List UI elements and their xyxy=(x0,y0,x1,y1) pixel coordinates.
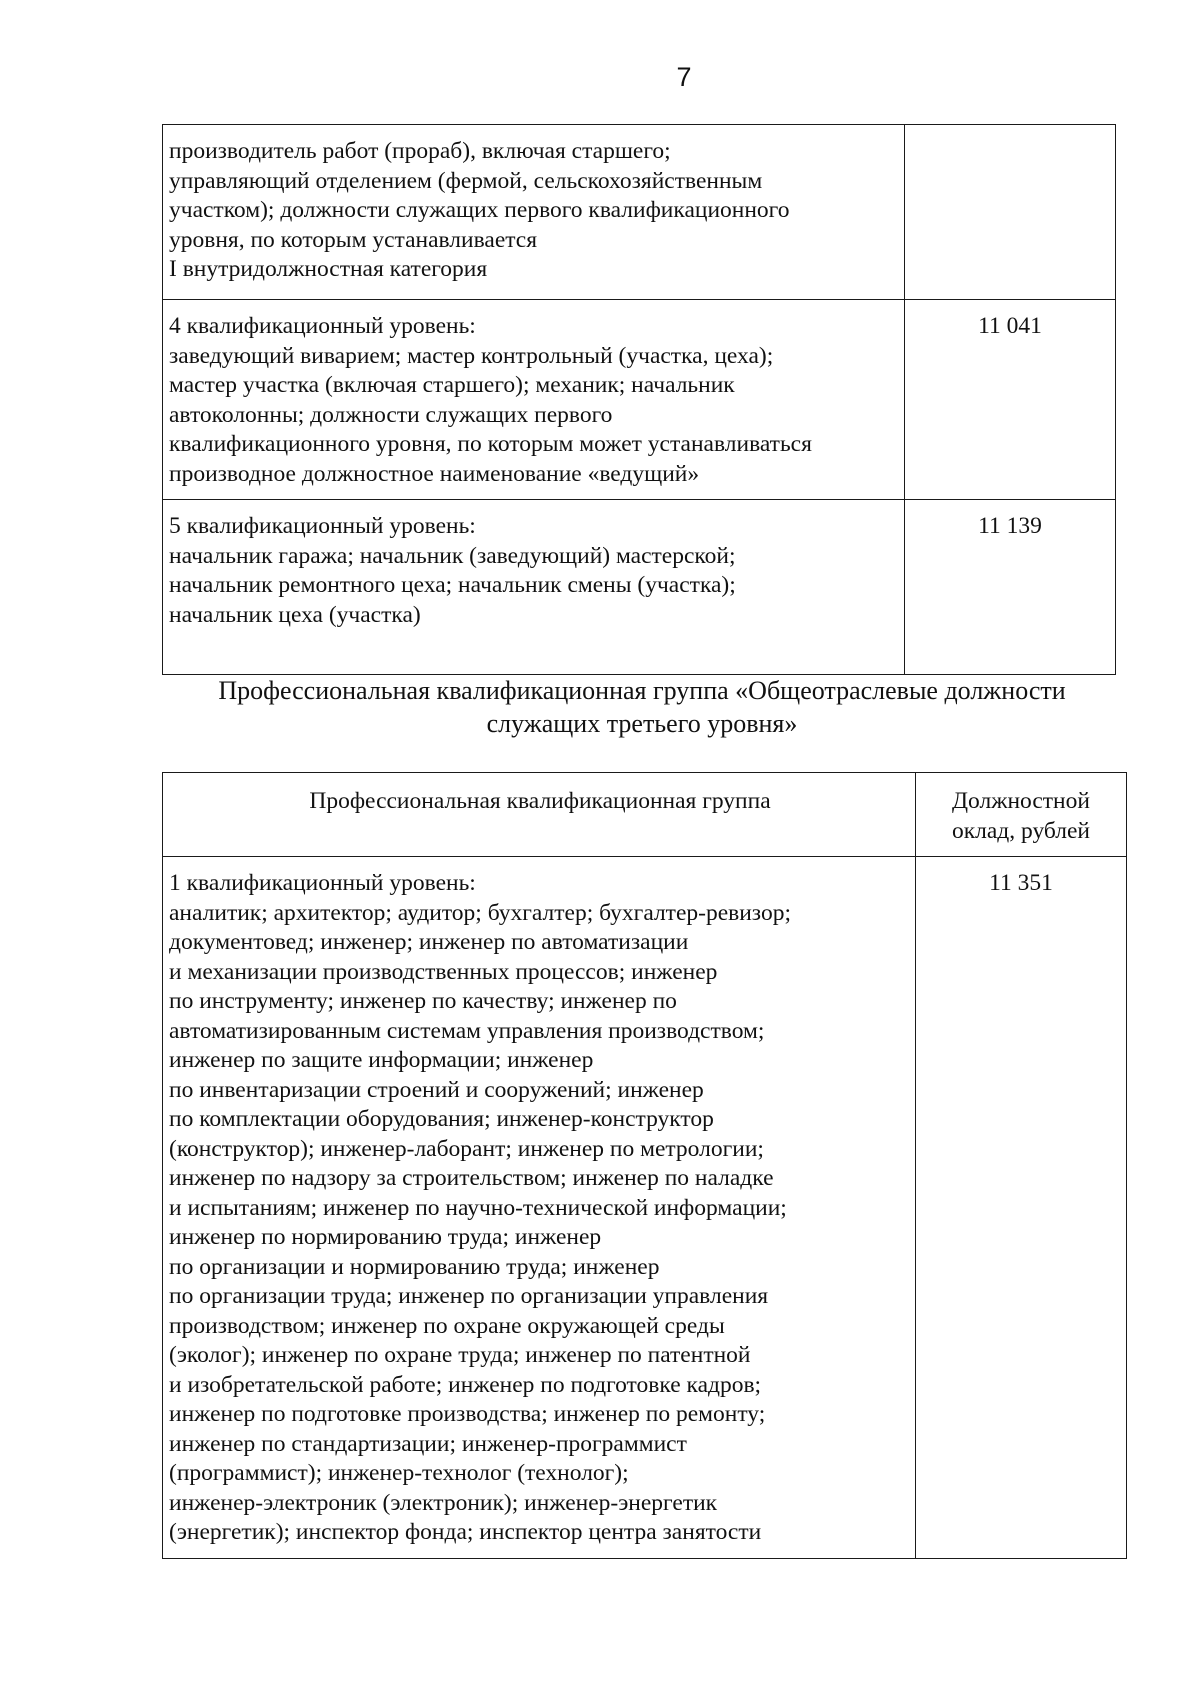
text-line: инженер по нормированию труда; инженер xyxy=(169,1224,602,1250)
table-row xyxy=(163,857,1127,1559)
page-number: 7 xyxy=(676,62,692,92)
salary-cell xyxy=(905,125,1116,300)
header-line: оклад, рублей xyxy=(951,817,1091,844)
text-line: 1 квалификационный уровень: xyxy=(169,870,476,896)
text-line: 4 квалификационный уровень: xyxy=(169,313,476,339)
text-line: начальник ремонтного цеха; начальник смены (участка); xyxy=(169,572,736,598)
text-line: автоколонны; должности служащих первого xyxy=(169,401,613,428)
salary-cell: 11 139 xyxy=(905,500,1116,675)
text-line: инженер-электроник (электроник); инженер-энергетик xyxy=(169,1489,718,1516)
qualification-cell xyxy=(163,125,905,300)
table-row xyxy=(163,125,1116,300)
text-line: заведующий виварием; мастер контрольный (участка, цеха); xyxy=(169,342,774,369)
text-line: и изобретательской работе; инженер по подготовке кадров; xyxy=(169,1371,762,1398)
text-line: (конструктор); инженер-лаборант; инженер по метрологии; xyxy=(169,1135,764,1162)
text-line: (программист); инженер-технолог (технолог); xyxy=(169,1460,629,1486)
text-line: и испытаниям; инженер по научно-технической информации; xyxy=(169,1194,787,1221)
text-line: 5 квалификационный уровень: xyxy=(169,513,476,539)
text-line: автоматизированным системам управления производством; xyxy=(169,1017,765,1044)
header-line: Должностной xyxy=(952,788,1090,814)
section-heading xyxy=(162,674,1122,740)
text-line: инженер по подготовке производства; инженер по ремонту; xyxy=(169,1401,766,1427)
section-heading-line: служащих третьего уровня» xyxy=(486,709,798,738)
text-line: участком); должности служащих первого квалификационного xyxy=(169,197,790,223)
text-line: (эколог); инженер по охране труда; инженер по патентной xyxy=(169,1342,751,1368)
table-header-row xyxy=(163,773,1127,857)
table-row xyxy=(163,300,1116,500)
qualification-cell xyxy=(163,500,905,675)
text-line: по инструменту; инженер по качеству; инженер по xyxy=(169,988,677,1014)
text-line: мастер участка (включая старшего); механик; начальник xyxy=(169,372,735,398)
text-line: инженер по защите информации; инженер xyxy=(169,1047,594,1073)
salary-cell: 11 041 xyxy=(905,300,1116,500)
column-header-group: Профессиональная квалификационная группа xyxy=(163,773,916,857)
text-line: управляющий отделением (фермой, сельскохозяйственным xyxy=(169,167,763,194)
text-line: производством; инженер по охране окружающей среды xyxy=(169,1312,725,1339)
text-line: начальник гаража; начальник (заведующий) мастерской; xyxy=(169,542,736,569)
text-line: аналитик; архитектор; аудитор; бухгалтер; бухгалтер-ревизор; xyxy=(169,899,791,926)
text-line: (энергетик); инспектор фонда; инспектор центра занятости xyxy=(169,1519,762,1545)
column-header-salary xyxy=(916,773,1127,857)
text-line: по инвентаризации строений и сооружений; инженер xyxy=(169,1076,704,1103)
qualification-cell xyxy=(163,857,916,1559)
text-line: и механизации производственных процессов; инженер xyxy=(169,958,718,985)
text-line: уровня, по которым устанавливается xyxy=(169,226,538,253)
text-line: начальник цеха (участка) xyxy=(169,601,421,628)
qualification-cell xyxy=(163,300,905,500)
text-line: производное должностное наименование «ведущий» xyxy=(169,460,700,487)
text-line: квалификационного уровня, по которым может устанавливаться xyxy=(169,431,812,457)
salary-cell: 11 351 xyxy=(916,857,1127,1559)
text-line: инженер по надзору за строительством; инженер по наладке xyxy=(169,1165,774,1191)
section-heading-line: Профессиональная квалификационная группа «Общеотраслевые должности xyxy=(218,676,1066,705)
table-row xyxy=(163,500,1116,675)
text-line: I внутридолжностная категория xyxy=(169,256,488,282)
text-line: по организации и нормированию труда; инженер xyxy=(169,1253,660,1280)
text-line: документовед; инженер; инженер по автоматизации xyxy=(169,929,689,955)
text-line: производитель работ (прораб), включая старшего; xyxy=(169,138,671,164)
text-line: по комплектации оборудования; инженер-конструктор xyxy=(169,1106,714,1132)
text-line: инженер по стандартизации; инженер-программист xyxy=(169,1430,687,1457)
qualification-table-continued xyxy=(162,124,1116,675)
qualification-table-third-level xyxy=(162,772,1127,1559)
text-line: по организации труда; инженер по организации управления xyxy=(169,1283,769,1309)
